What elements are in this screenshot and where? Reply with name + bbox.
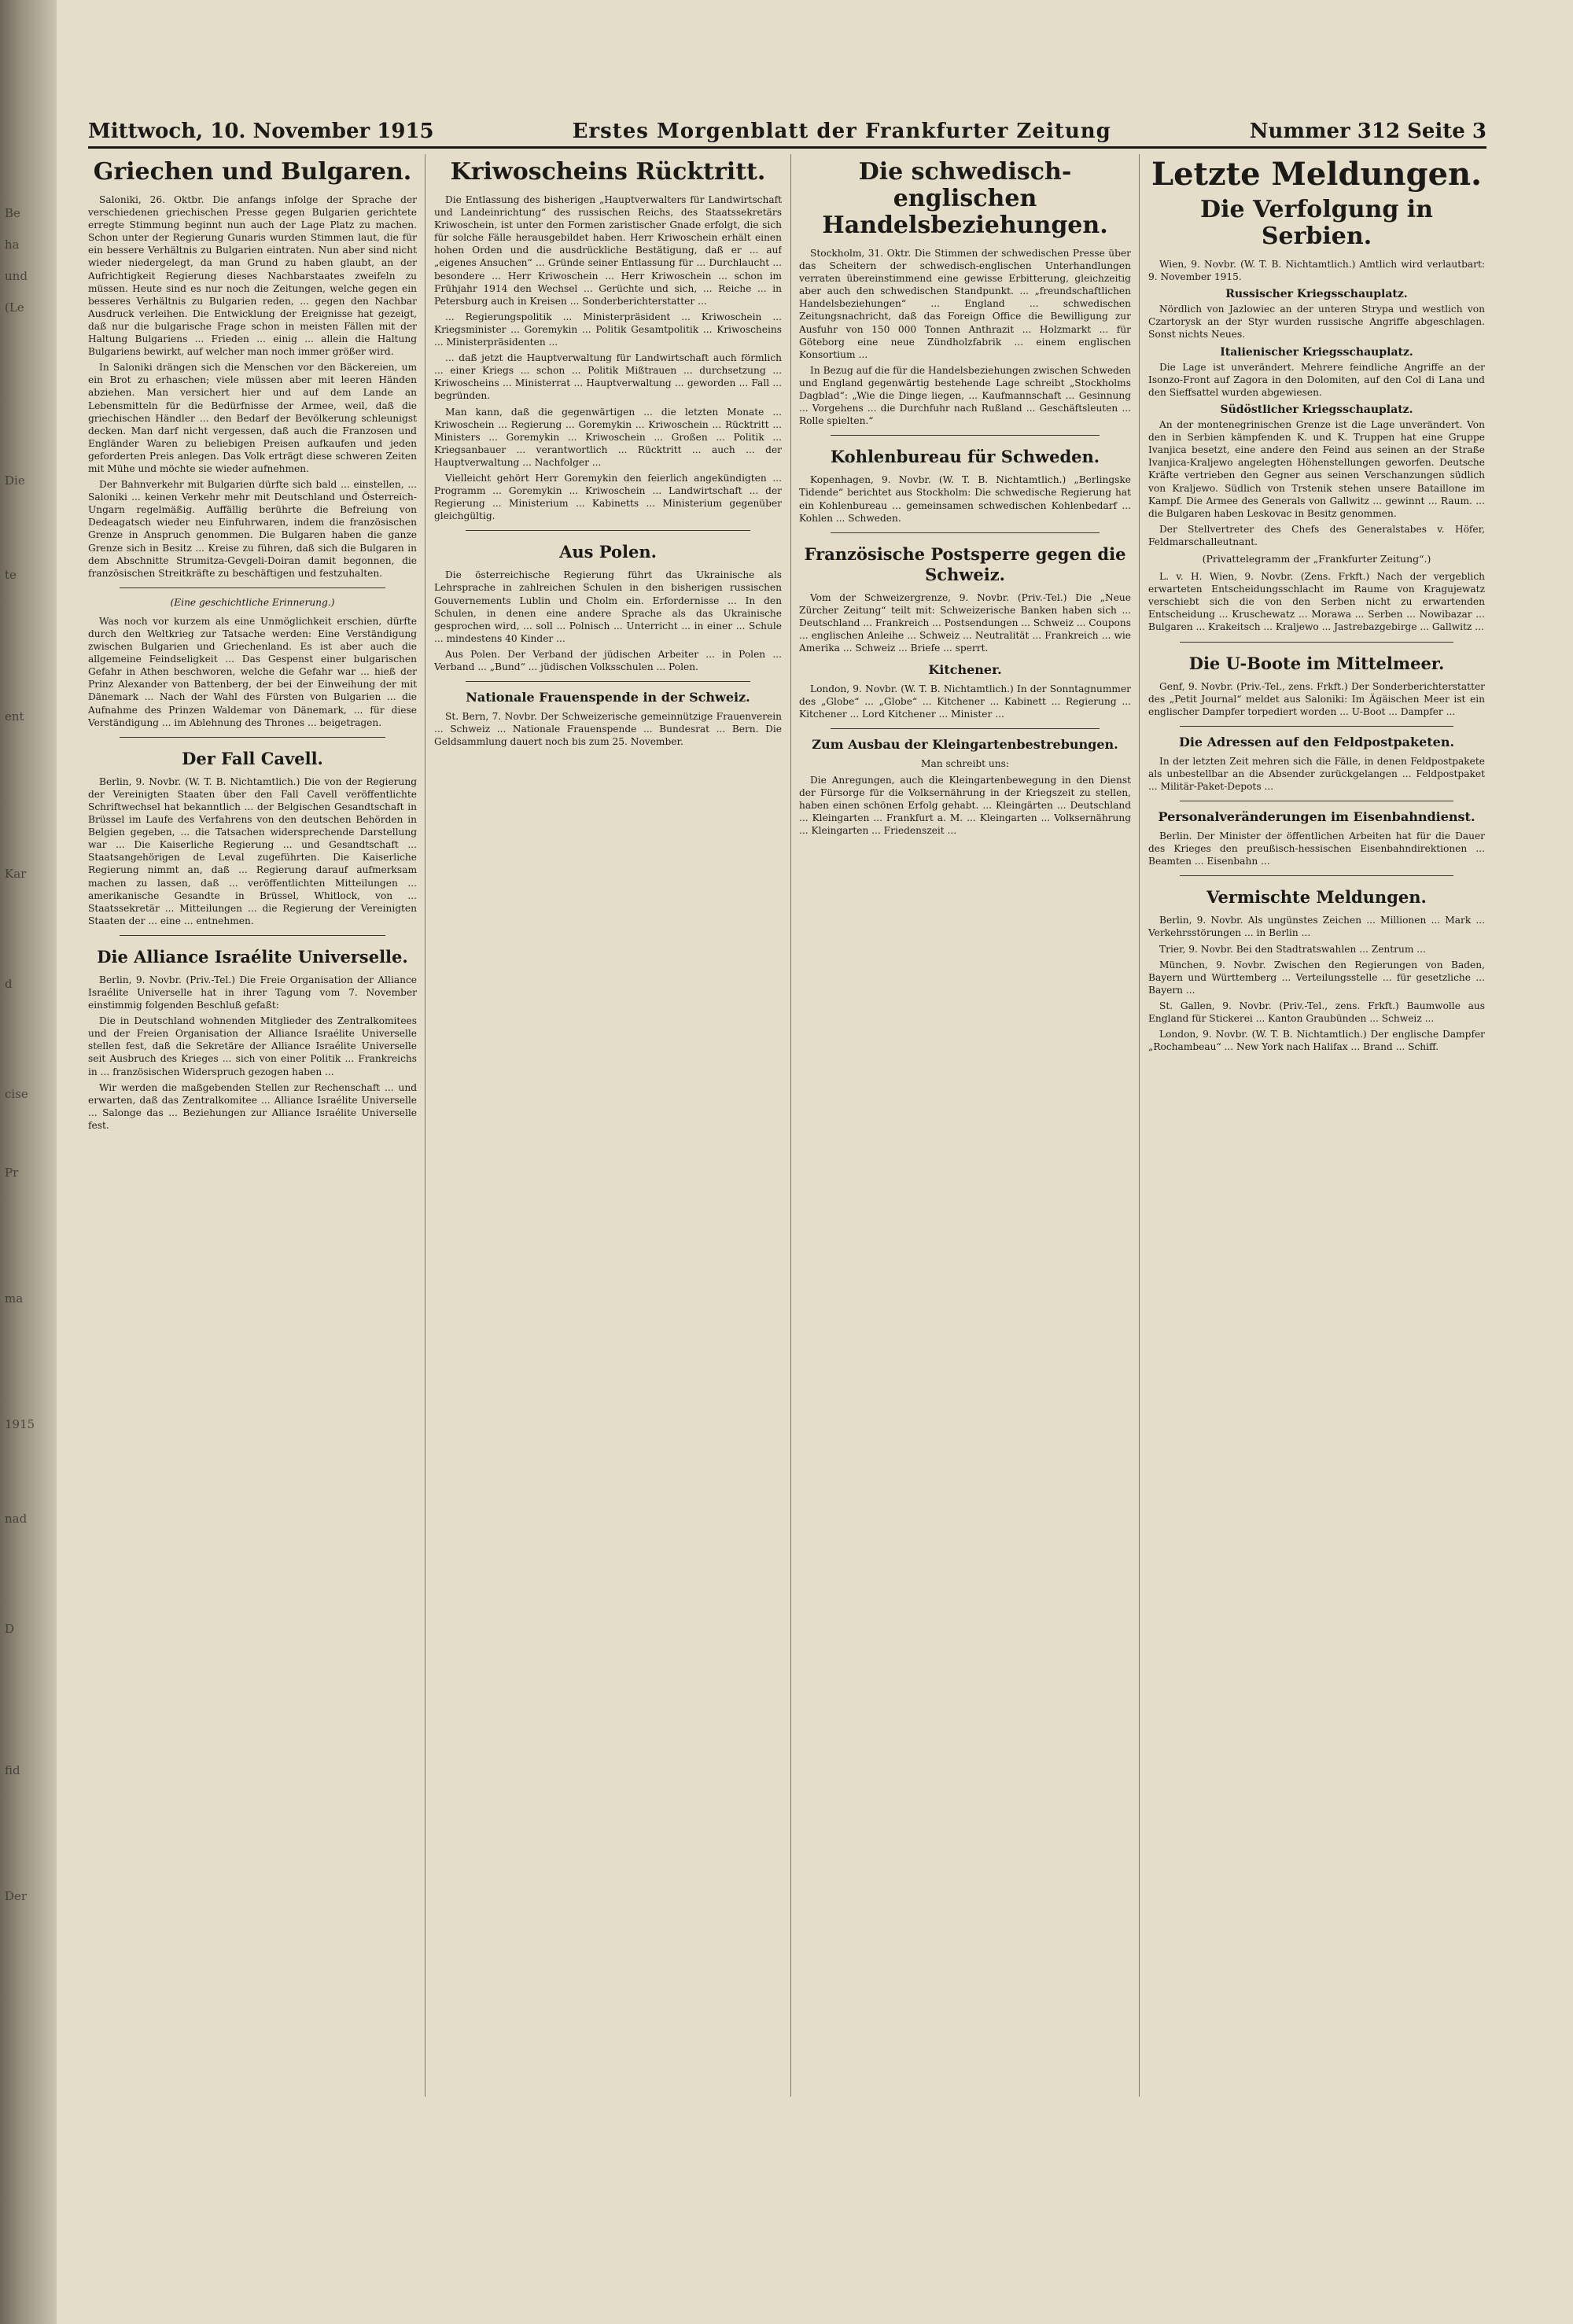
article-paragraph: Vom der Schweizergrenze, 9. Novbr. (Priv.-Tel.) Die „Neue Zürcher Zeitung“ teilt mit: Schweizerische Banken haben sich ... Deutschland ... Frankreich ... Postsendungen ... Schweiz ... Coupons ... englischen Anleihe ... Schweiz ... Neutralität ... Frankreich ... wie Amerika ... Schweiz ... Briefe ... sperrt. [799, 591, 1131, 654]
article-paragraph: Man kann, daß die gegenwärtigen ... die letzten Monate ... Kriwoschein ... Regierung ... Goremykin ... Kriwoschein ... Rücktritt ... Ministers ... Goremykin ... Kriwoschein ... Großen ... Politik ... Kriegsanbauer ... verantwortlich ... Rücktritt ... auch ... der Hauptverwaltung ... Nachfolger ... [434, 406, 782, 468]
article-paragraph: Berlin. Der Minister der öffentlichen Arbeiten hat für die Dauer des Krieges den preußisch-hessischen Eisenbahndirektionen ... Beamten ... Eisenbahn ... [1148, 831, 1485, 867]
article-paragraph: Wien, 9. Novbr. (W. T. B. Nichtamtlich.) Amtlich wird verlautbart: 9. November 1915. [1148, 259, 1485, 283]
article-headline: Die Alliance Israélite Universelle. [97, 946, 408, 967]
divider [466, 530, 750, 531]
article-paragraph: An der montenegrinischen Grenze ist die Lage unverändert. Von den in Serbien kämpfenden K. und K. Truppen hat eine Gruppe Ivanjica besetzt, eine andere den Feind aus seinen an der Straße Ivanjica-Kraljewo angelegten Höhenstellungen geworfen. Deutsche Kräfte vertrieben den Gegner aus seinen Verschanzungen südlich von Kraljewo. Südlich von Trstenik stehen unsere Bataillone im Kampf. Die Armee des Generals von Gallwitz ... gewinnt ... Raum. ... die Bulgaren haben Leskovac in Besitz genommen. [1148, 419, 1485, 519]
column-rule [1139, 154, 1140, 2097]
article-headline: Vermischte Meldungen. [1206, 887, 1427, 908]
divider [831, 532, 1100, 533]
article-paragraph: St. Gallen, 9. Novbr. (Priv.-Tel., zens. Frkft.) Baumwolle aus England für Stickerei ... Kanton Graubünden ... Schweiz ... [1148, 1000, 1485, 1025]
article-headline: Kriwoscheins Rücktritt. [450, 158, 766, 186]
article-paragraph: Vielleicht gehört Herr Goremykin den feierlich angekündigten ... Programm ... Goremykin ... Kriwoschein ... Landwirtschaft ... der Regierung ... Ministerium ... Kabinetts ... Ministerium gegenüber gleichgültig. [434, 472, 782, 522]
article-headline: Die Adressen auf den Feldpostpaketen. [1178, 734, 1455, 749]
article-paragraph: Trier, 9. Novbr. Bei den Stadtratswahlen ... Zentrum ... [1159, 943, 1426, 955]
column-1 [88, 154, 417, 2105]
theater-heading: Südöstlicher Kriegsschauplatz. [1220, 403, 1413, 416]
article-paragraph: Stockholm, 31. Oktr. Die Stimmen der schwedischen Presse über das Scheitern der schwedisch-englischen Unterhandlungen verraten übereinstimmend eine gewisse Erbitterung, gleichzeitig aber auch den schwedischen Standpunkt. ... „freundschaftlichen Handelsbeziehungen“ ... England ... schwedischen Zeitungsnachricht, daß das Foreign Office die Bewilligung zur Ausfuhr von 150 000 Tonnen Anthrazit ... Holzmarkt ... für Göteborg eine neue Zündholzfabrik ... einem englischen Konsortium ... [799, 248, 1131, 360]
article-paragraph: Kopenhagen, 9. Novbr. (W. T. B. Nichtamtlich.) „Berlingske Tidende“ berichtet aus Stockholm: Die schwedische Regierung hat ein Kohlenbureau ... gemeinsamen schwedischen Kohlenbedarf ... Kohlen ... Schweden. [799, 474, 1131, 524]
binding-text: und [5, 269, 28, 283]
article-paragraph: ... Regierungspolitik ... Ministerpräsident ... Kriwoschein ... Kriegsminister ... Goremykin ... Politik Gesamtpolitik ... Kriwoscheins ... Ministerpräsidenten ... [434, 311, 782, 348]
binding-text: te [5, 568, 17, 582]
binding-text: Kar [5, 867, 27, 881]
binding-text: nad [5, 1512, 28, 1526]
divider [1180, 642, 1453, 643]
article-paragraph: Was noch vor kurzem als eine Unmöglichkeit erschien, dürfte durch den Weltkrieg zur Tatsache werden: Eine Verständigung zwischen Bulgarien und Griechenland. Es ist aber auch die allgemeine Feindseligkeit ... Das Gespenst einer bulgarischen Gefahr in Athen beschworen, welche die Gefahr war ... hieß der Prinz Alexander von Battenberg, der bei der Einweihung der mit Dänemark ... Nach der Wahl des Fürsten von Bulgarien ... die Aufnahme des Prinzen Waldemar von Dänemark, ... für diese Verständigung ... im Ablehnung des Thrones ... beigetragen. [88, 615, 417, 728]
column-3 [799, 154, 1131, 2105]
column-4 [1148, 154, 1485, 2105]
article-headline: Personalveränderungen im Eisenbahndienst. [1158, 809, 1475, 825]
binding-text: Pr [5, 1166, 19, 1180]
binding-text: Der [5, 1889, 28, 1903]
divider [1180, 875, 1453, 876]
binding-text: cise [5, 1087, 28, 1101]
article-paragraph: Die Entlassung des bisherigen „Hauptverwalters für Landwirtschaft und Landeinrichtung“ des russischen Reichs, des Staatssekretärs Kriwoschein, ist unter den Formen zaristischer Gnade erfolgt, die sich für solche Fälle herausgebildet haben. Herr Kriwoschein erhält einen hohen Orden und die ausdrückliche Bestätigung, daß er ... auf „eigenes Ansuchen“ ... Gründe seiner Entlassung für ... Durchlaucht ... besondere ... Herr Kriwoschein ... Herr Kriwoschein ... schon im Frühjahr 1914 den Wechsel ... Gerüchte und sich, ... Reiche ... in Petersburg auch in Kreisen ... Sonderberichterstatter ... [434, 194, 782, 307]
article-headline: Kohlenbureau für Schweden. [830, 447, 1100, 467]
article-paragraph: Die österreichische Regierung führt das Ukrainische als Lehrsprache in zahlreichen Schulen in den bisherigen russischen Gouvernements Lublin und Cholm ein. Erfordernisse ... In den Schulen, in denen eine andere Sprache als das Ukrainische gesprochen wird, ... soll ... Polnisch ... Unterricht ... in einer ... Schule ... mindestens 40 Kinder ... [434, 569, 782, 644]
article-paragraph: Berlin, 9. Novbr. (Priv.-Tel.) Die Freie Organisation der Alliance Israélite Universelle hat in ihrer Tagung vom 7. November einstimmig folgenden Beschluß gefaßt: [88, 974, 417, 1011]
section-headline: Letzte Meldungen. [1151, 156, 1483, 193]
divider [120, 737, 385, 738]
article-paragraph: L. v. H. Wien, 9. Novbr. (Zens. Frkft.) Nach der vergeblich erwarteten Entscheidungsschlacht im Raume von Kragujewatz verschiebt sich die von den Serben nicht zu erwartenden Entscheidung ... Kruschewatz ... Morawa ... Serben ... Nowibazar ... Bulgaren ... Krakeitsch ... Kraljewo ... Jastrebazgebirge ... Gallwitz ... [1148, 571, 1485, 633]
article-paragraph: In Saloniki drängen sich die Menschen vor den Bäckereien, um ein Brot zu erhaschen; viele müssen aber mit leeren Händen abziehen. Man versichert hier und auf dem Lande an Lebensmitteln für die Bedürfnisse der Armee, weil, daß die griechischen Händler ... den Bedarf der Bevölkerung schleunigst decken. Man darf nicht vergessen, daß auch die Franzosen und Engländer Waren zu beliebigen Preisen aufkaufen und jeden geforderten Preis anlegen. Das Volk erträgt diese schweren Zeiten mit Mühe und möchte sie wieder aufnehmen. [88, 362, 417, 474]
article-headline: Die schwedisch-englischen Handelsbeziehungen. [822, 158, 1108, 239]
article-paragraph: Die Lage ist unverändert. Mehrere feindliche Angriffe an der Isonzo-Front auf Zagora in den Dolomiten, auf den Col di Lana und den Sieffsattel wurden abgewiesen. [1148, 361, 1485, 398]
article-paragraph: London, 9. Novbr. (W. T. B. Nichtamtlich.) In der Sonntagnummer des „Globe“ ... „Globe“ ... Kitchener ... Kabinett ... Regierung ... Kitchener ... Lord Kitchener ... Minister ... [799, 683, 1131, 720]
article-paragraph: Der Stellvertreter des Chefs des Generalstabes v. Höfer, Feldmarschalleutnant. [1148, 523, 1485, 547]
binding-text: Die [5, 473, 25, 488]
column-2 [434, 154, 782, 2105]
theater-heading: Russischer Kriegsschauplatz. [1225, 288, 1408, 301]
article-paragraph: Der Bahnverkehr mit Bulgarien dürfte sich bald ... einstellen, ... Saloniki ... keinen Verkehr mehr mit Deutschland und Österreich-Ungarn regelmäßig. Auffällig berührte die Befreiung von Dedeagatsch wieder neu Einfuhrwaren, indem die französischen Grenze in Anspruch genommen. Die Bulgaren haben die ganze Grenze sich in Besitz ... Kreise zu führen, daß sich die Bulgaren in dem Abschnitte Strumitza-Gevgeli-Doiran damit begonnen, die französischen Streitkräfte zu beschäftigen und festzuhalten. [88, 479, 417, 579]
masthead-date: Mittwoch, 10. November 1915 [88, 120, 434, 143]
article-headline: Der Fall Cavell. [182, 748, 323, 768]
article-paragraph: Nördlich von Jazlowiec an der unteren Strypa und westlich von Czartorysk an der Styr wurden russische Angriffe abgeschlagen. Sonst nichts Neues. [1148, 304, 1485, 341]
article-headline: Die Verfolgung in Serbien. [1200, 196, 1433, 250]
article-paragraph: Saloniki, 26. Oktbr. Die anfangs infolge der Sprache der verschiedenen griechischen Presse gegen Bulgarien gerichtete erregte Stimmung beginnt nun auch der Lage Platz zu machen. Schon unter der Regierung Gunaris wurden Stimmen laut, die für ein bessere Verhältnis zu Bulgarien eintraten. Nun aber sind nicht wieder niedergelegt, da man Grund zu haben glaubt, an der Aufrichtigkeit Regierung dieses Nachbarstaates zweifeln zu müssen. Heute sind es nur noch die Zeitungen, welche gegen ein besseres Verhältnis zu Bulgarien reden, ... gegen den Nachbar Ausdruck verleihen. Die Entwicklung der Ereignisse hat gezeigt, daß nur die bulgarische Frage schon in meisten Fällen mit der Haltung Bulgariens ... Frieden ... einig ... allein die Haltung Bulgariens bewirkt, auf welcher man noch immer größer wird. [88, 194, 417, 358]
divider [831, 728, 1100, 729]
article-paragraph: ... daß jetzt die Hauptverwaltung für Landwirtschaft auch förmlich ... einer Kriegs ... schon ... Politik Mißtrauen ... durchsetzung ... Kriwoscheins ... Ministerrat ... Hauptverwaltung ... geworden ... Fall ... begründen. [434, 352, 782, 402]
article-paragraph: In Bezug auf die für die Handelsbeziehungen zwischen Schweden und England gegenwärtig bestehende Lage schreibt „Stockholms Dagblad“: „Wie die Dinge liegen, ... Kaufmannschaft ... Gesinnung ... Vorgehens ... die Durchfuhr nach Rußland ... Geschäftsleuten ... Rolle spielten.“ [799, 364, 1131, 427]
binding-text: ha [5, 238, 20, 252]
divider [120, 587, 385, 588]
binding-text: Be [5, 206, 20, 220]
theater-heading: Italienischer Kriegsschauplatz. [1220, 345, 1413, 359]
article-subtitle: (Privattelegramm der „Frankfurter Zeitung“.) [1202, 552, 1431, 565]
article-paragraph: In der letzten Zeit mehren sich die Fälle, in denen Feldpostpakete als unbestellbar an die Absender zurückgelangen ... Feldpostpaket ... Militär-Paket-Depots ... [1148, 755, 1485, 792]
masthead-page: Nummer 312 Seite 3 [1249, 120, 1486, 143]
article-subtitle: (Eine geschichtliche Erinnerung.) [170, 596, 335, 608]
article-paragraph: Aus Polen. Der Verband der jüdischen Arbeiter ... in Polen ... Verband ... „Bund“ ... jüdischen Volksschulen ... Polen. [434, 648, 782, 672]
binding-text: 1915 [5, 1417, 35, 1431]
article-paragraph: London, 9. Novbr. (W. T. B. Nichtamtlich.) Der englische Dampfer „Rochambeau“ ... New York nach Halifax ... Brand ... Schiff. [1148, 1029, 1485, 1053]
article-headline: Aus Polen. [559, 542, 657, 562]
divider [120, 935, 385, 936]
masthead [88, 109, 1486, 149]
article-subtitle: Man schreibt uns: [921, 758, 1009, 770]
article-headline: Die U-Boote im Mittelmeer. [1188, 653, 1445, 673]
article-headline: Griechen und Bulgaren. [93, 158, 412, 186]
article-paragraph: Genf, 9. Novbr. (Priv.-Tel., zens. Frkft.) Der Sonderberichterstatter des „Petit Journal“ meldet aus Saloniki: Im Ägäischen Meer ist ein englischer Dampfer torpediert worden ... U-Boot ... Dampfer ... [1148, 680, 1485, 717]
article-paragraph: St. Bern, 7. Novbr. Der Schweizerische gemeinnützige Frauenverein ... Schweiz ... Nationale Frauenspende ... Bundesrat ... Bern. Die Geldsammlung dauert noch bis zum 25. November. [434, 711, 782, 748]
binding-text: (Le [5, 300, 24, 315]
binding-text: ma [5, 1291, 24, 1306]
article-paragraph: Wir werden die maßgebenden Stellen zur Rechenschaft ... und erwarten, daß das Zentralkomitee ... Alliance Israélite Universelle ... Salonge das ... Beziehungen zur Alliance Israélite Universelle fest. [88, 1081, 417, 1131]
divider [831, 435, 1100, 436]
article-headline: Kitchener. [928, 662, 1002, 678]
article-paragraph: Berlin, 9. Novbr. (W. T. B. Nichtamtlich.) Die von der Regierung der Vereinigten Staaten über den Fall Cavell veröffentlichte Schriftwechsel hat bekanntlich ... der Belgischen Gesandtschaft in Brüssel im Laufe des Verfahrens von den deutschen Behörden in Belgien gegeben, ... die Tatsachen widersprechende Darstellung war ... Die Kaiserliche Regierung ... und Gesandtschaft ... Staatsangehörigen de Leval zugeführten. Die Kaiserliche Regierung nimmt an, daß ... Regierung darauf aufmerksam machen zu lassen, daß ... veröffentlichten Mitteilungen ... amerikanische Gesandte in Brüssel, Whitlock, von ... Staatssekretär ... Mitteilungen ... die Regierung der Vereinigten Staaten der ... eine ... entnehmen. [88, 775, 417, 926]
article-headline: Zum Ausbau der Kleingartenbestrebungen. [812, 737, 1118, 753]
binding-gutter [0, 0, 57, 2324]
article-paragraph: München, 9. Novbr. Zwischen den Regierungen von Baden, Bayern und Württemberg ... Verteilungsstelle ... für gesetzliche ... Bayern ... [1148, 959, 1485, 996]
column-rule [790, 154, 791, 2097]
binding-text: fid [5, 1763, 20, 1777]
article-paragraph: Die in Deutschland wohnenden Mitglieder des Zentralkomitees und der Freien Organisation der Alliance Israélite Universelle stellen fest, daß die Sekretäre der Alliance Israélite Universelle seit Ausbruch des Krieges ... sich von einer Politik ... Frankreichs in ... französischen Widerspruch gezogen haben ... [88, 1015, 417, 1077]
article-paragraph: Die Anregungen, auch die Kleingartenbewegung in den Dienst der Fürsorge für die Volksernährung in der Kriegszeit zu stellen, haben einen schönen Erfolg gehabt. ... Kleingärten ... Deutschland ... Kleingarten ... Frankfurt a. M. ... Kleingarten ... Volksernährung ... Kleingarten ... Friedenszeit ... [799, 774, 1131, 836]
divider [466, 681, 750, 682]
divider [1180, 726, 1453, 727]
binding-text: D [5, 1622, 15, 1636]
masthead-title: Erstes Morgenblatt der Frankfurter Zeitung [572, 120, 1111, 143]
binding-text: d [5, 977, 13, 991]
article-headline: Nationale Frauenspende in der Schweiz. [466, 690, 750, 705]
article-headline: Französische Postsperre gegen die Schweiz. [804, 543, 1126, 584]
binding-text: ent [5, 709, 24, 724]
article-paragraph: Berlin, 9. Novbr. Als ungünstes Zeichen ... Millionen ... Mark ... Verkehrsstörungen ... in Berlin ... [1148, 915, 1485, 939]
